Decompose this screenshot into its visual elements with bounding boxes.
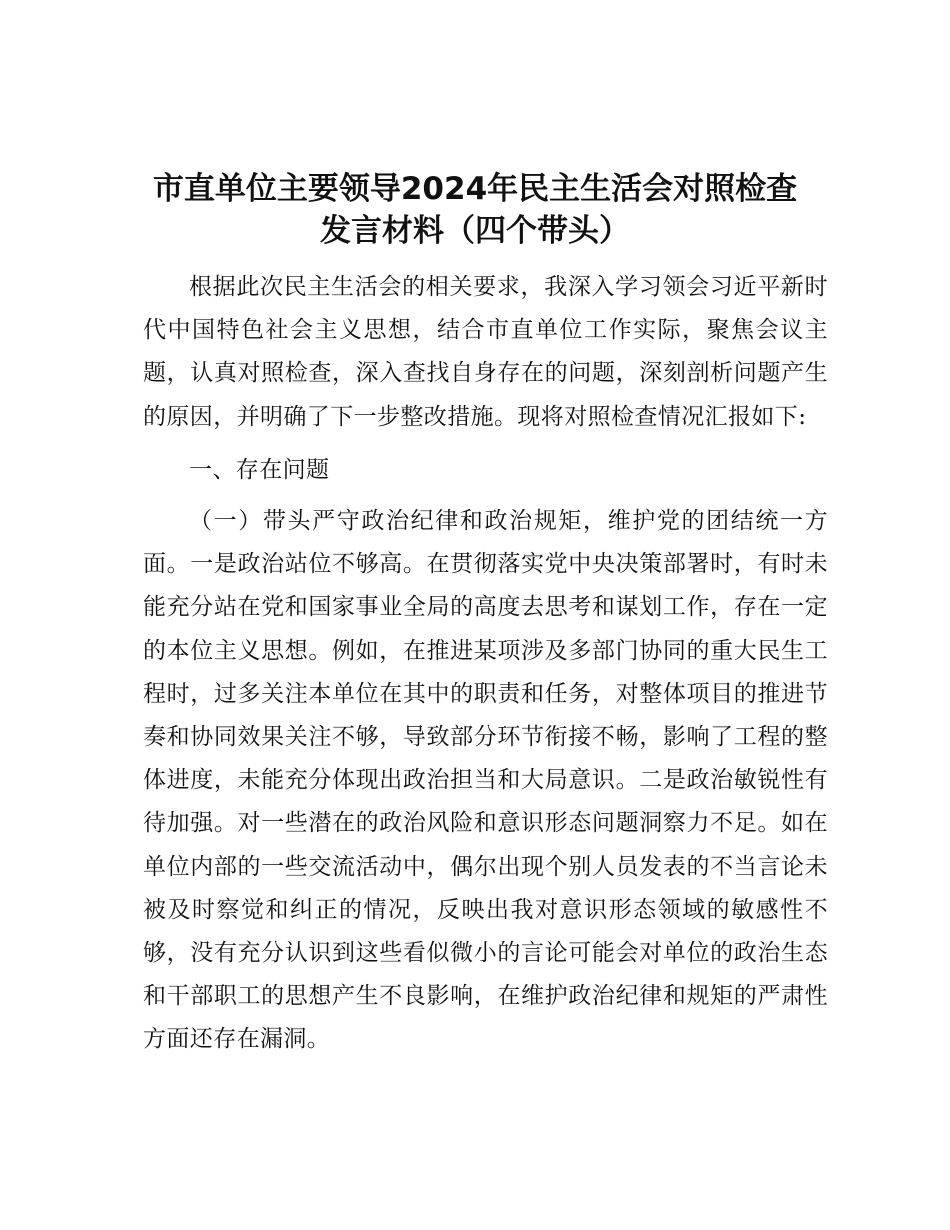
document-title	[120, 168, 830, 252]
intro-paragraph: 根据此次民主生活会的相关要求，我深入学习领会习近平新时代中国特色社会主义思想，结合市直单位工作实际，聚焦会议主题，认真对照检查，深入查找自身存在的问题，深刻剖析问题产生的原因，并明确了下一步整改措施。现将对照检查情况汇报如下:	[143, 274, 828, 430]
title-line-2: 发言材料（四个带头）	[320, 213, 630, 249]
document-body	[143, 266, 828, 1062]
title-line-1: 市直单位主要领导2024年民主生活会对照检查	[152, 171, 798, 207]
section-paragraph: （一）带头严守政治纪律和政治规矩，维护党的团结统一方面。一是政治站位不够高。在贯彻落实党中央决策部署时，有时未能充分站在党和国家事业全局的高度去思考和谋划工作，存在一定的本位主义思想。例如，在推进某项涉及多部门协同的重大民生工程时，过多关注本单位在其中的职责和任务，对整体项目的推进节奏和协同效果关注不够，导致部分环节衔接不畅，影响了工程的整体进度，未能充分体现出政治担当和大局意识。二是政治敏锐性有待加强。对一些潜在的政治风险和意识形态问题洞察力不足。如在单位内部的一些交流活动中，偶尔出现个别人员发表的不当言论未被及时察觉和纠正的情况，反映出我对意识形态领域的敏感性不够，没有充分认识到这些看似微小的言论可能会对单位的政治生态和干部职工的思想产生不良影响，在维护政治纪律和规矩的严肃性方面还存在漏洞。	[143, 508, 828, 1053]
section-heading: 一、存在问题	[189, 456, 330, 483]
